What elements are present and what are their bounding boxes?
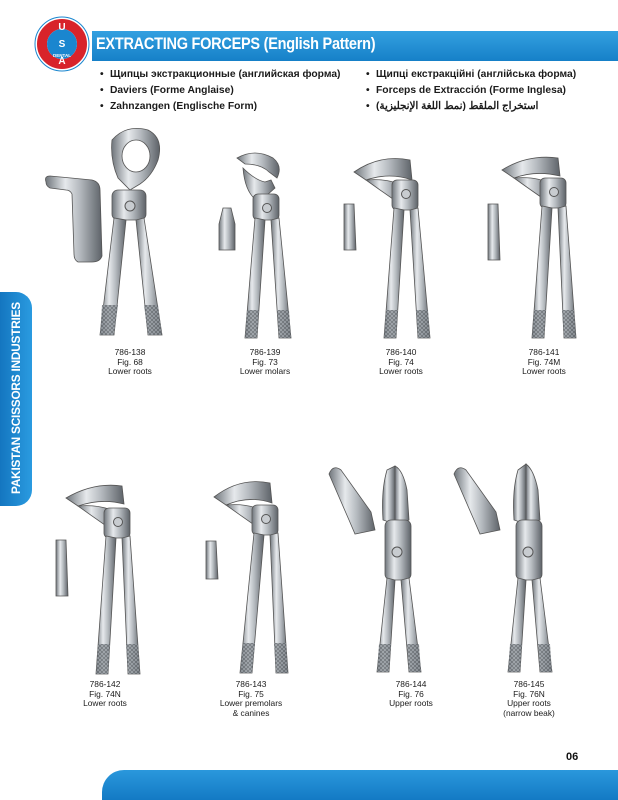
lang-text: Zahnzangen (Englische Form) bbox=[110, 101, 258, 112]
lang-text: Щипці екстракційні (англійська форма) bbox=[376, 69, 577, 80]
forceps-786-138-image bbox=[40, 120, 170, 340]
product-desc: Upper roots bbox=[389, 698, 433, 709]
lang-item: • Щипці екстракційні (англійська форма) bbox=[366, 69, 577, 80]
product-fig: Fig. 76N bbox=[513, 688, 545, 699]
product-caption-786-144 bbox=[356, 680, 466, 709]
lang-item: • استخراج الملقط (نمط اللغة الإنجليزية) bbox=[366, 101, 539, 112]
product-fig: Fig. 68 bbox=[117, 356, 143, 367]
product-code: 786-144 bbox=[395, 679, 427, 689]
product-fig: Fig. 75 bbox=[238, 688, 264, 699]
logo-letter-a: A bbox=[58, 56, 66, 67]
product-fig: Fig. 76 bbox=[398, 688, 424, 699]
language-list-left bbox=[100, 67, 340, 115]
product-desc: Lower roots bbox=[108, 366, 152, 377]
product-caption-786-142 bbox=[50, 680, 160, 709]
forceps-786-140-image bbox=[340, 150, 440, 340]
forceps-786-141-image bbox=[480, 150, 580, 340]
product-desc: & canines bbox=[232, 707, 270, 718]
lang-text: Щипцы экстракционные (английская форма) bbox=[110, 69, 341, 80]
lang-text: Forceps de Extracción (Forme Inglesa) bbox=[376, 85, 566, 96]
lang-text: Daviers (Forme Anglaise) bbox=[110, 85, 234, 96]
product-code: 786-145 bbox=[513, 679, 545, 689]
forceps-786-139-image bbox=[215, 150, 305, 340]
product-desc: Lower roots bbox=[379, 366, 423, 377]
product-caption-786-140 bbox=[346, 348, 456, 377]
product-desc: Lower premolars bbox=[219, 698, 283, 709]
product-caption-786-139 bbox=[210, 348, 320, 377]
product-code: 786-142 bbox=[89, 679, 121, 689]
product-desc: Upper roots bbox=[507, 698, 551, 709]
language-list-right bbox=[366, 67, 576, 115]
logo-letter-u: U bbox=[58, 22, 66, 33]
footer-bar bbox=[102, 770, 618, 800]
product-fig: Fig. 74N bbox=[89, 688, 121, 699]
product-code: 786-141 bbox=[528, 347, 560, 357]
lang-item: • Daviers (Forme Anglaise) bbox=[100, 85, 234, 96]
product-caption-786-141 bbox=[489, 348, 599, 377]
product-desc: Lower roots bbox=[522, 366, 566, 377]
usa-dental-logo bbox=[34, 16, 90, 72]
product-code: 786-138 bbox=[114, 347, 146, 357]
product-fig: Fig. 74M bbox=[527, 356, 561, 367]
product-caption-786-143 bbox=[196, 680, 306, 718]
product-fig: Fig. 74 bbox=[388, 356, 414, 367]
page-number: 06 bbox=[566, 751, 579, 763]
lang-item: • Zahnzangen (Englische Form) bbox=[100, 101, 258, 112]
forceps-786-143-image bbox=[200, 475, 300, 675]
forceps-786-142-image bbox=[50, 480, 150, 675]
product-fig: Fig. 73 bbox=[252, 356, 278, 367]
lang-item: • Щипцы экстракционные (английская форма) bbox=[100, 69, 341, 80]
forceps-786-145-image bbox=[450, 460, 565, 675]
page-title: EXTRACTING FORCEPS (English Pattern) bbox=[96, 35, 376, 53]
product-code: 786-139 bbox=[249, 347, 281, 357]
product-code: 786-143 bbox=[235, 679, 267, 689]
lang-text: استخراج الملقط (نمط اللغة الإنجليزية) bbox=[376, 101, 539, 112]
product-desc: Lower roots bbox=[83, 698, 127, 709]
logo-letter-s: S bbox=[58, 39, 66, 50]
product-desc: Lower molars bbox=[239, 366, 291, 377]
side-tab-text: PAKISTAN SCISSORS INDUSTRIES bbox=[9, 302, 23, 494]
product-caption-786-145 bbox=[474, 680, 584, 718]
forceps-786-144-image bbox=[325, 460, 435, 675]
product-code: 786-140 bbox=[385, 347, 417, 357]
product-desc: (narrow beak) bbox=[503, 707, 555, 718]
lang-item: • Forceps de Extracción (Forme Inglesa) bbox=[366, 85, 566, 96]
logo-ring-text: DENTAL bbox=[53, 53, 71, 58]
product-caption-786-138 bbox=[75, 348, 185, 377]
